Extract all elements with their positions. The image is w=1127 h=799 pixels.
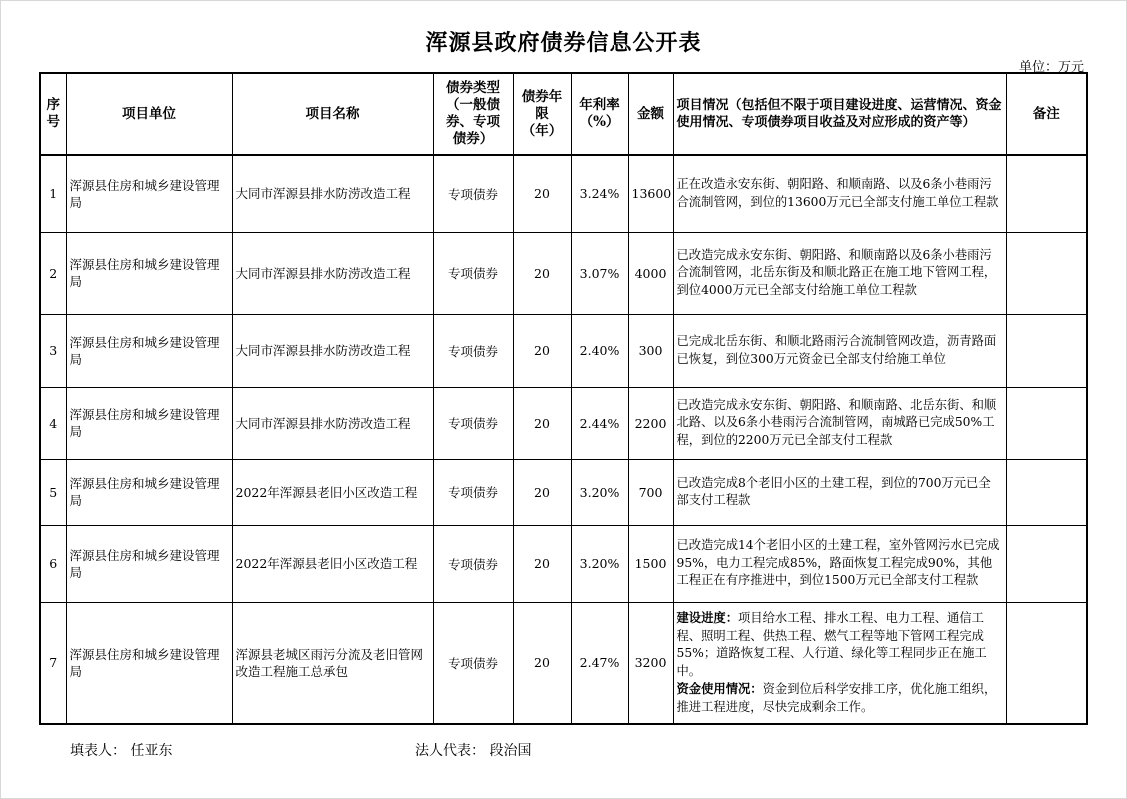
cell-unit: 浑源县住房和城乡建设管理局	[66, 525, 232, 602]
cell-unit: 浑源县住房和城乡建设管理局	[66, 387, 232, 459]
cell-amount: 700	[628, 459, 673, 525]
cell-name: 2022年浑源县老旧小区改造工程	[232, 459, 433, 525]
cell-rate: 2.44%	[571, 387, 628, 459]
cell-type: 专项债券	[433, 232, 513, 314]
header-rate: 年利率（%）	[571, 73, 628, 155]
filler-label: 填表人： 任亚东	[70, 743, 173, 759]
table-row	[40, 314, 1087, 387]
cell-note	[1006, 314, 1087, 387]
cell-seq: 2	[40, 232, 66, 314]
cell-unit: 浑源县住房和城乡建设管理局	[66, 602, 232, 724]
table-row	[40, 387, 1087, 459]
cell-term: 20	[513, 602, 571, 724]
desc-label-progress: 建设进度：	[676, 610, 738, 626]
cell-name: 2022年浑源县老旧小区改造工程	[232, 525, 433, 602]
cell-note	[1006, 155, 1087, 232]
cell-amount: 4000	[628, 232, 673, 314]
cell-note	[1006, 602, 1087, 724]
header-note: 备注	[1006, 73, 1087, 155]
header-unit: 项目单位	[66, 73, 232, 155]
cell-seq: 4	[40, 387, 66, 459]
cell-rate: 3.24%	[571, 155, 628, 232]
cell-desc: 已改造完成8个老旧小区的土建工程，到位的700万元已全部支付工程款	[673, 459, 1006, 525]
cell-type: 专项债券	[433, 602, 513, 724]
cell-rate: 3.20%	[571, 525, 628, 602]
cell-amount: 13600	[628, 155, 673, 232]
cell-type: 专项债券	[433, 314, 513, 387]
table-row	[40, 232, 1087, 314]
cell-name: 大同市浑源县排水防涝改造工程	[232, 232, 433, 314]
cell-amount: 2200	[628, 387, 673, 459]
cell-desc: 正在改造永安东街、朝阳路、和顺南路、以及6条小巷雨污合流制管网，到位的13600万元已全部支付施工单位工程款	[673, 155, 1006, 232]
cell-name: 大同市浑源县排水防涝改造工程	[232, 314, 433, 387]
header-type: 债券类型（一般债券、专项债券）	[433, 73, 513, 155]
cell-unit: 浑源县住房和城乡建设管理局	[66, 232, 232, 314]
legal-rep-label: 法人代表： 段治国	[415, 743, 532, 759]
header-desc: 项目情况（包括但不限于项目建设进度、运营情况、资金使用情况、专项债券项目收益及对应形成的资产等）	[673, 73, 1006, 155]
header-seq: 序号	[40, 73, 66, 155]
header-term: 债券年限（年）	[513, 73, 571, 155]
cell-desc: 已改造完成永安东街、朝阳路、和顺南路以及6条小巷雨污合流制管网，北岳东街及和顺北路正在施工地下管网工程，到位4000万元已全部支付给施工单位工程款	[673, 232, 1006, 314]
cell-note	[1006, 232, 1087, 314]
cell-amount: 300	[628, 314, 673, 387]
cell-unit: 浑源县住房和城乡建设管理局	[66, 314, 232, 387]
table-row	[40, 602, 1087, 724]
cell-term: 20	[513, 314, 571, 387]
cell-term: 20	[513, 459, 571, 525]
cell-type: 专项债券	[433, 155, 513, 232]
cell-seq: 7	[40, 602, 66, 724]
header-name: 项目名称	[232, 73, 433, 155]
cell-rate: 3.20%	[571, 459, 628, 525]
cell-note	[1006, 459, 1087, 525]
cell-term: 20	[513, 155, 571, 232]
cell-amount: 3200	[628, 602, 673, 724]
cell-seq: 6	[40, 525, 66, 602]
cell-name: 大同市浑源县排水防涝改造工程	[232, 155, 433, 232]
cell-term: 20	[513, 387, 571, 459]
cell-note	[1006, 525, 1087, 602]
debt-table	[39, 72, 1088, 725]
cell-type: 专项债券	[433, 387, 513, 459]
cell-name: 大同市浑源县排水防涝改造工程	[232, 387, 433, 459]
cell-seq: 3	[40, 314, 66, 387]
unit-label: 单位：万元	[1018, 60, 1084, 75]
cell-unit: 浑源县住房和城乡建设管理局	[66, 459, 232, 525]
cell-seq: 5	[40, 459, 66, 525]
cell-rate: 2.47%	[571, 602, 628, 724]
header-row	[40, 73, 1087, 155]
cell-desc: 已改造完成14个老旧小区的土建工程，室外管网污水已完成95%，电力工程完成85%，路面恢复工程完成90%，其他工程正在有序推进中，到位1500万元已全部支付工程款	[673, 525, 1006, 602]
cell-desc	[673, 602, 1006, 724]
cell-term: 20	[513, 232, 571, 314]
table-row	[40, 525, 1087, 602]
cell-amount: 1500	[628, 525, 673, 602]
cell-seq: 1	[40, 155, 66, 232]
cell-type: 专项债券	[433, 525, 513, 602]
cell-rate: 2.40%	[571, 314, 628, 387]
cell-desc: 已改造完成永安东街、朝阳路、和顺南路、北岳东街、和顺北路、以及6条小巷雨污合流制管网，南城路已完成50%工程，到位的2200万元已全部支付工程款	[673, 387, 1006, 459]
table-row	[40, 459, 1087, 525]
table-row	[40, 155, 1087, 232]
cell-desc: 已完成北岳东街、和顺北路雨污合流制管网改造，沥青路面已恢复，到位300万元资金已全部支付给施工单位	[673, 314, 1006, 387]
cell-name: 浑源县老城区雨污分流及老旧管网改造工程施工总承包	[232, 602, 433, 724]
desc-text-progress: 项目给水工程、排水工程、电力工程、通信工程、照明工程、供热工程、燃气工程等地下管网工程完成55%；道路恢复工程、人行道、绿化等工程同步正在施工中。	[676, 611, 987, 678]
cell-type: 专项债券	[433, 459, 513, 525]
page-title: 浑源县政府债券信息公开表	[425, 30, 702, 56]
cell-note	[1006, 387, 1087, 459]
cell-unit: 浑源县住房和城乡建设管理局	[66, 155, 232, 232]
desc-label-funds: 资金使用情况：	[676, 681, 763, 697]
desc-text-funds: 资金到位后科学安排工序，优化施工组织，推进工程进度，尽快完成剩余工作。	[676, 682, 997, 714]
cell-rate: 3.07%	[571, 232, 628, 314]
header-amount: 金额	[628, 73, 673, 155]
cell-term: 20	[513, 525, 571, 602]
